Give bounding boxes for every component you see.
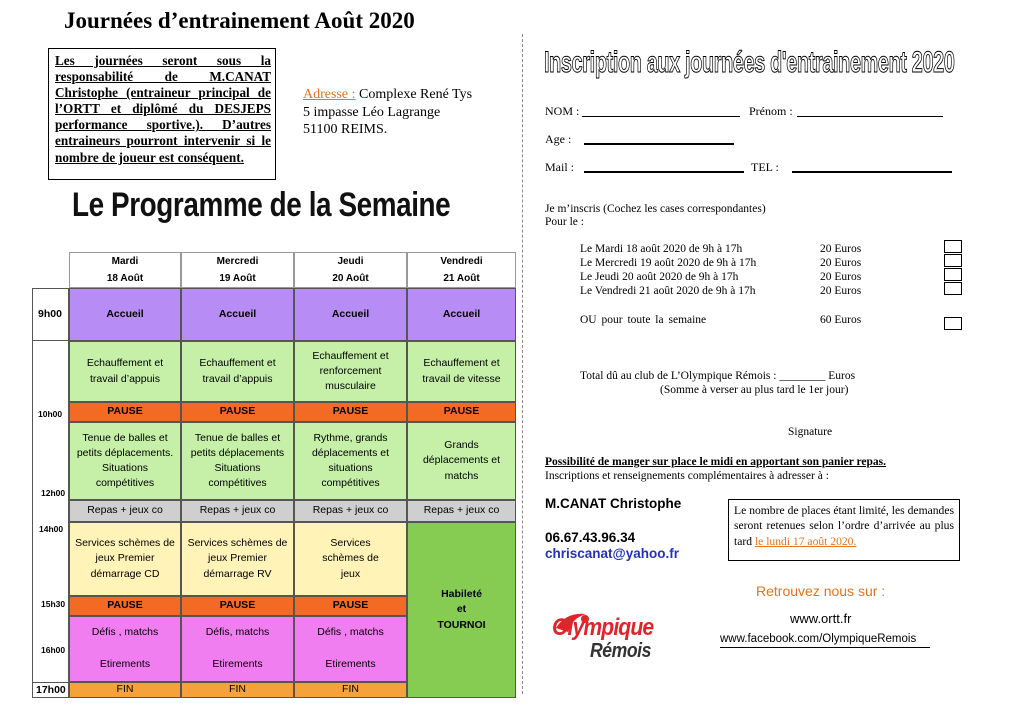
day-name: Jeudi xyxy=(337,256,364,267)
repas-note: Possibilité de manger sur place le midi en apportant son panier repas. xyxy=(545,456,886,468)
logo-text-remois: Rémois xyxy=(590,640,651,662)
defis-jeudi xyxy=(294,616,407,682)
defis-mercredi xyxy=(181,616,294,682)
time-17h00: 17h00 xyxy=(36,684,66,696)
pause-afternoon-mercredi: PAUSE xyxy=(181,596,294,616)
accueil-mercredi: Accueil xyxy=(181,288,294,341)
etirements-label: Etirements xyxy=(325,658,376,671)
accueil-jeudi: Accueil xyxy=(294,288,407,341)
responsibility-text: Les journées seront sous la responsabilité de M.CANAT Christophe (entraineur principal de l’ORTT et diplômé du DESJEPS performance sportive.). D’autres entraineurs pourront intervenir si le nombre de joueur est conséquent. xyxy=(55,53,271,165)
option-mardi-label: Le Mardi 18 août 2020 de 9h à 17h xyxy=(580,243,743,255)
website-link[interactable]: www.ortt.fr xyxy=(790,611,852,626)
warmup-vendredi: Echauffement et travail de vitesse xyxy=(407,341,516,402)
contact-name: M.CANAT Christophe xyxy=(545,496,682,511)
inscription-instruction: Je m’inscris (Cochez les cases correspondantes) xyxy=(545,203,766,215)
option-jeudi-price: 20 Euros xyxy=(820,271,862,283)
option-vendredi-label: Le Vendredi 21 août 2020 de 9h à 17h xyxy=(580,285,756,297)
late-morning-mardi: Tenue de balles et petits déplacements. Situations compétitives xyxy=(69,422,181,500)
time-16h00: 16h00 xyxy=(41,645,66,655)
time-9h00: 9h00 xyxy=(38,308,62,320)
nom-label: NOM : xyxy=(545,104,580,118)
option-mardi-checkbox[interactable] xyxy=(944,240,962,253)
pause-afternoon-mardi: PAUSE xyxy=(69,596,181,616)
option-mercredi-label: Le Mercredi 19 août 2020 de 9h à 17h xyxy=(580,257,757,269)
address-label: Adresse : xyxy=(303,87,356,102)
time-14h00: 14h00 xyxy=(39,524,64,534)
option-semaine-label: OU pour toute la semaine xyxy=(580,314,707,326)
warmup-mardi: Echauffement et travail d’appuis xyxy=(69,341,181,402)
accueil-vendredi: Accueil xyxy=(407,288,516,341)
day-header-vendredi xyxy=(407,252,516,288)
afternoon-mercredi: Services schèmes de jeux Premier démarrage RV xyxy=(181,522,294,596)
age-label: Age : xyxy=(545,132,572,146)
pause-morning-mardi: PAUSE xyxy=(69,402,181,422)
warmup-jeudi: Echauffement et renforcement musculaire xyxy=(294,341,407,402)
option-jeudi-label: Le Jeudi 20 août 2020 de 9h à 17h xyxy=(580,271,739,283)
etirements-label: Etirements xyxy=(99,658,151,671)
schedule-table xyxy=(32,252,516,698)
prenom-label: Prénom : xyxy=(749,104,793,118)
time-12h00: 12h00 xyxy=(41,488,66,498)
address-block xyxy=(303,86,472,139)
day-header-jeudi xyxy=(294,252,407,288)
address-line1: Complexe René Tys xyxy=(359,87,473,102)
day-header-mercredi xyxy=(181,252,294,288)
afternoon-jeudi: Services schèmes de jeux xyxy=(294,522,407,596)
fin-mercredi: FIN xyxy=(181,682,294,698)
mail-field[interactable] xyxy=(584,159,744,173)
option-mercredi-checkbox[interactable] xyxy=(944,254,962,267)
lunch-mardi: Repas + jeux co xyxy=(69,500,181,522)
option-jeudi-checkbox[interactable] xyxy=(944,268,962,281)
nom-field[interactable] xyxy=(582,103,740,117)
mail-label: Mail : xyxy=(545,160,574,174)
pause-morning-vendredi: PAUSE xyxy=(407,402,516,422)
option-mercredi-price: 20 Euros xyxy=(820,257,862,269)
option-vendredi-price: 20 Euros xyxy=(820,285,862,297)
signature-label: Signature xyxy=(788,426,833,438)
defis-label: Défis , matchs xyxy=(317,626,384,639)
pause-afternoon-jeudi: PAUSE xyxy=(294,596,407,616)
page-divider xyxy=(522,34,523,694)
accueil-mardi: Accueil xyxy=(69,288,181,341)
limit-notice xyxy=(728,499,960,561)
age-field[interactable] xyxy=(584,130,734,145)
info-line: Inscriptions et renseignements complémentaires à adresser à : xyxy=(545,470,829,482)
etirements-label: Etirements xyxy=(212,658,263,671)
late-morning-vendredi: Grands déplacements et matchs xyxy=(407,422,516,500)
address-line2: 5 impasse Léo Lagrange xyxy=(303,104,441,120)
day-name: Vendredi xyxy=(440,256,483,267)
responsibility-box xyxy=(48,48,276,180)
day-header-mardi xyxy=(69,252,181,288)
form-title: Inscription aux journées d'entrainement 2020 xyxy=(544,46,955,79)
retrouvez-label: Retrouvez nous sur : xyxy=(756,583,886,599)
prenom-field[interactable] xyxy=(797,103,943,117)
day-date: 19 Août xyxy=(219,273,256,284)
defis-label: Défis, matchs xyxy=(205,626,270,639)
fin-mardi: FIN xyxy=(69,682,181,698)
pause-morning-jeudi: PAUSE xyxy=(294,402,407,422)
contact-email[interactable]: chriscanat@yahoo.fr xyxy=(545,546,679,561)
olympique-remois-logo xyxy=(552,606,672,668)
afternoon-mardi: Services schèmes de jeux Premier démarrage CD xyxy=(69,522,181,596)
day-date: 21 Août xyxy=(443,273,480,284)
late-morning-mercredi: Tenue de balles et petits déplacements Situations compétitives xyxy=(181,422,294,500)
contact-phone: 06.67.43.96.34 xyxy=(545,530,636,545)
day-name: Mercredi xyxy=(216,256,259,267)
limit-date: le lundi 17 août 2020. xyxy=(754,534,857,548)
total-line: Total dû au club de L’Olympique Rémois : ________ Euros xyxy=(580,370,856,382)
lunch-mercredi: Repas + jeux co xyxy=(181,500,294,522)
inscription-pour-le: Pour le : xyxy=(545,216,584,228)
friday-afternoon: Habileté et TOURNOI xyxy=(407,522,516,698)
address-line3: 51100 REIMS. xyxy=(303,122,388,137)
defis-label: Défis , matchs xyxy=(91,626,159,639)
time-15h30: 15h30 xyxy=(41,599,66,609)
defis-mardi xyxy=(69,616,181,682)
time-10h00: 10h00 xyxy=(38,409,63,419)
option-semaine-price: 60 Euros xyxy=(820,314,862,326)
tel-field[interactable] xyxy=(792,159,952,173)
program-title: Le Programme de la Semaine xyxy=(72,186,451,224)
lunch-jeudi: Repas + jeux co xyxy=(294,500,407,522)
main-title: Journées d’entrainement Août 2020 xyxy=(64,8,415,33)
tel-label: TEL : xyxy=(751,160,779,174)
option-vendredi-checkbox[interactable] xyxy=(944,282,962,295)
late-morning-jeudi: Rythme, grands déplacements et situations compétitives xyxy=(294,422,407,500)
option-mardi-price: 20 Euros xyxy=(820,243,862,255)
total-note: (Somme à verser au plus tard le 1er jour) xyxy=(660,384,849,396)
option-semaine-checkbox[interactable] xyxy=(944,317,962,330)
warmup-mercredi: Echauffement et travail d’appuis xyxy=(181,341,294,402)
logo-text-olympique: Olympique xyxy=(552,614,654,641)
facebook-underline xyxy=(720,646,930,648)
day-date: 18 Août xyxy=(106,273,144,284)
facebook-link[interactable]: www.facebook.com/OlympiqueRemois xyxy=(720,633,917,645)
day-date: 20 Août xyxy=(332,273,369,284)
day-name: Mardi xyxy=(111,256,139,267)
limit-text: Le nombre de places étant limité, les demandes seront retenues selon l’ordre d’arrivée au plus tard xyxy=(734,504,954,548)
pause-morning-mercredi: PAUSE xyxy=(181,402,294,422)
fin-jeudi: FIN xyxy=(294,682,407,698)
lunch-vendredi: Repas + jeux co xyxy=(407,500,516,522)
